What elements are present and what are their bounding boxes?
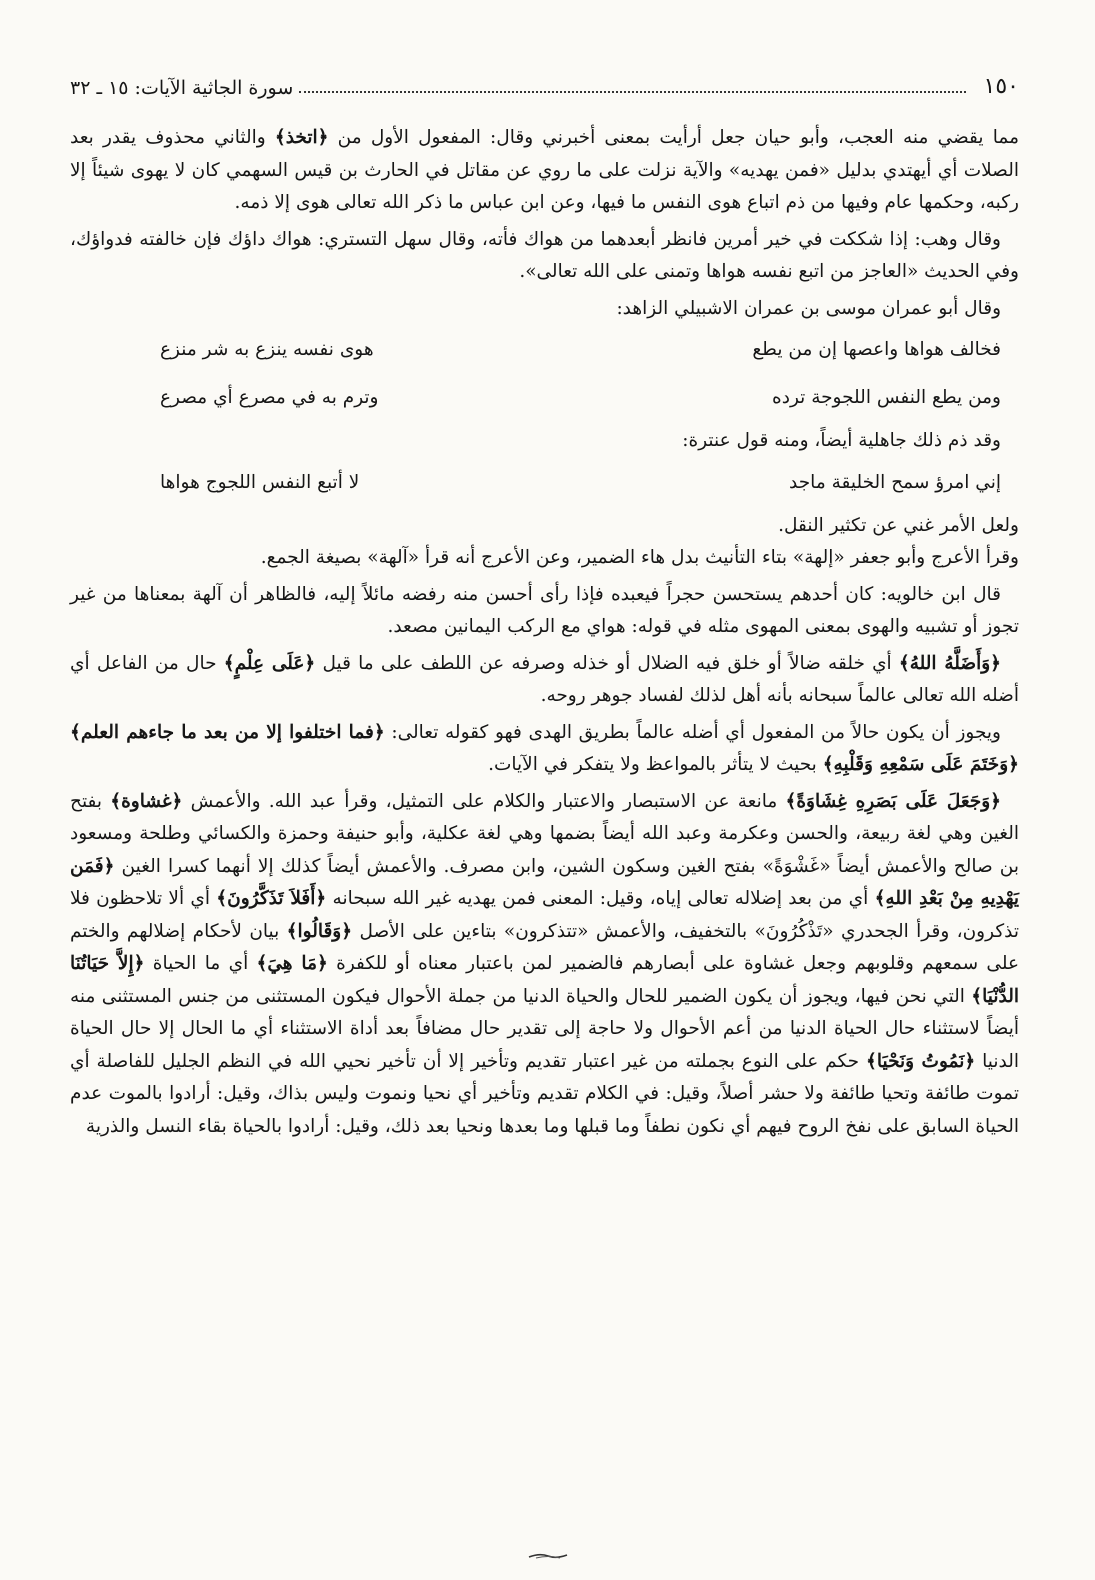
text-run: بحيث لا يتأثر بالمواعظ ولا يتفكر في الآيات. bbox=[488, 754, 823, 775]
paragraph bbox=[70, 717, 1019, 782]
quran-quote: ﴿إِلاَّ حَيَاتُنَا الدُّنْيَا﴾ bbox=[70, 953, 1019, 1007]
paragraph bbox=[70, 786, 1019, 1144]
poem-verse bbox=[70, 329, 1019, 371]
body-text bbox=[70, 122, 1019, 1147]
quran-quote: ﴿وَقَالُوا﴾ bbox=[286, 920, 353, 942]
page-number: ١٥٠ bbox=[983, 74, 1019, 99]
quran-quote: ﴿فَمَن يَهْدِيهِ مِنْ بَعْدِ اللهِ﴾ bbox=[70, 855, 1019, 909]
quran-quote: ﴿نَمُوتُ وَنَحْيَا﴾ bbox=[866, 1050, 976, 1072]
text-run: ويجوز أن يكون حالاً من المفعول أي أضله عالماً بطريق الهدى فهو كقوله تعالى: bbox=[384, 721, 1001, 743]
paragraph: وقرأ الأعرج وأبو جعفر «إلهة» بتاء التأنيث بدل هاء الضمير، وعن الأعرج أنه قرأ «آلهة» بصيغة الجمع. bbox=[260, 547, 1019, 568]
verse-second-hemistich: هوى نفسه ينزع به شر منزع bbox=[160, 339, 374, 360]
text-run: والثاني محذوف يقدر بعد الصلات أي أيهتدي بدليل «فمن يهديه» والآية نزلت على ما روي عن مقاتل في الحارث بن قيس السهمي كان لا يهوى شيئاً إلا ركبه، وحكمها عام وفيها من ذم اتباع هوى النفس ما فيها، وعن ابن عباس ما ذكر الله تعالى هوى إلا ذمه. bbox=[70, 127, 1019, 213]
paragraph bbox=[70, 648, 1019, 713]
quran-quote: ﴿اتخذ﴾ bbox=[274, 127, 329, 148]
poem-verse bbox=[70, 377, 1019, 419]
verse-first-hemistich: إني امرؤ سمح الخليقة ماجد bbox=[789, 471, 1001, 493]
paragraph: وقال أبو عمران موسى بن عمران الاشبيلي الزاهد: bbox=[616, 297, 1001, 319]
verse-first-hemistich: فخالف هواها واعصها إن من يطع bbox=[752, 339, 1001, 360]
verse-first-hemistich: ومن يطع النفس اللجوجة ترده bbox=[772, 387, 1001, 408]
text-run: مما يقضي منه العجب، وأبو حيان جعل أرأيت بمعنى أخبرني وقال: المفعول الأول من bbox=[328, 127, 1019, 148]
text-run: أي من بعد إضلاله تعالى إياه، وقيل: المعنى فمن يهديه غير الله سبحانه bbox=[326, 888, 875, 909]
text-run: أي ما الحياة bbox=[144, 953, 257, 974]
text-run: أي ألا تلاحظون فلا تذكرون، وقرأ الجحدري «تَذْكُرُونَ» بالتخفيف، والأعمش «تتذكرون» بتاءين على الأصل bbox=[70, 888, 1019, 942]
text-run: بفتح الغين وهي لغة ربيعة، والحسن وعكرمة وعبد الله أيضاً بضمها وهي لغة عكلية، وأبو حنيفة وحمزة والكسائي وطلحة ومسعود بن صالح والأعمش أيضاً «غَشْوَةً» بفتح الغين وسكون الشين، وابن مصرف. والأعمش أيضاً كذلك إلا أنهما كسرا الغين bbox=[70, 790, 1019, 877]
text-run: حال من الفاعل أي أضله الله تعالى عالماً سبحانه بأنه أهل لذلك لفساد جوهر روحه. bbox=[70, 652, 1019, 706]
chapter-title: سورة الجاثية الآيات: ١٥ ـ ٣٢ bbox=[70, 77, 294, 99]
text-run: أي خلقه ضالاً أو خلق فيه الضلال أو خذله وصرفه عن اللطف على ما قيل bbox=[315, 652, 899, 674]
text-run: بيان لأحكام إضلالهم والختم على سمعهم وقلوبهم وجعل غشاوة على أبصارهم فالضمير لمن باعتبار معناه أو للكفرة bbox=[70, 920, 1019, 974]
text-run: مانعة عن الاستبصار والاعتبار والكلام على التمثيل، وقرأ عبد الله. والأعمش bbox=[182, 790, 786, 812]
paragraph: ولعل الأمر غني عن تكثير النقل. bbox=[778, 514, 1019, 536]
paragraph: وقال وهب: إذا شككت في خير أمرين فانظر أبعدهما من هواك فأته، وقال سهل التستري: هواك داؤك فإن خالفته فدواؤك، وفي الحديث «العاجز من اتبع نفسه هواها وتمنى على الله تعالى». bbox=[70, 228, 1019, 282]
footer-ornament bbox=[528, 1552, 568, 1560]
quran-quote: ﴿أَفَلاَ تَذَكَّرُونَ﴾ bbox=[216, 888, 327, 909]
ornament-swash-icon bbox=[528, 1552, 568, 1560]
verse-second-hemistich: وترم به في مصرع أي مصرع bbox=[160, 387, 379, 408]
quran-quote: ﴿مَا هِيَ﴾ bbox=[256, 953, 328, 974]
quran-quote: ﴿غشاوة﴾ bbox=[110, 790, 183, 812]
running-header bbox=[70, 74, 1019, 99]
paragraph: وقد ذم ذلك جاهلية أيضاً، ومنه قول عنترة: bbox=[682, 430, 1001, 451]
verse-second-hemistich: لا أتبع النفس اللجوج هواها bbox=[160, 471, 360, 493]
header-dotted-leader bbox=[299, 90, 965, 93]
quran-quote: ﴿عَلَى عِلْمٍ﴾ bbox=[223, 652, 316, 674]
poem-verse bbox=[70, 462, 1019, 504]
quran-quote: ﴿وَخَتَمَ عَلَى سَمْعِهِ وَقَلْبِهِ﴾ bbox=[822, 754, 1019, 775]
paragraph: قال ابن خالويه: كان أحدهم يستحسن حجراً فيعبده فإذا رأى أحسن منه رفضه مائلاً إليه، فالظاهر أن آلهة بمعناها من غير تجوز أو تشبيه والهوى بمعنى المهوى مثله في قوله: هواي مع الركب اليمانين مصعد. bbox=[70, 583, 1019, 637]
quran-quote: ﴿وَجَعَلَ عَلَى بَصَرِهِ غِشَاوَةً﴾ bbox=[785, 790, 1001, 812]
text-run: التي نحن فيها، ويجوز أن يكون الضمير للحال والحياة الدنيا من جملة الأحوال فيكون المستثنى من جنس المستثنى منه أيضاً لاستثناء حال الحياة الدنيا من أعم الأحوال ولا حاجة إلى تقدير حال مضافاً بعد أداة الاستثناء أي ما الحال إلا حال الحياة الدنيا bbox=[70, 985, 1019, 1072]
text-run: حكم على النوع بجملته من غير اعتبار تقديم وتأخير إلا أن تأخير نحيي الله في النظم الجليل للفاصلة أي تموت طائفة وتحيا طائفة ولا حشر أصلاً، وقيل: في الكلام تقديم وتأخير أي نحيا ونموت وليس بذاك، وقيل: أرادوا بالموت عدم الحياة السابق على نفخ الروح فيهم أي نكون نطفاً وما قبلها وما بعدها ونحيا بعد ذلك، وقيل: أرادوا بالحياة بقاء النسل والذرية bbox=[70, 1050, 1019, 1137]
paragraph bbox=[70, 122, 1019, 220]
quran-quote: ﴿فما اختلفوا إلا من بعد ما جاءهم العلم﴾ bbox=[70, 721, 385, 743]
quran-quote: ﴿وَأَضَلَّهُ اللهُ﴾ bbox=[898, 652, 1001, 674]
